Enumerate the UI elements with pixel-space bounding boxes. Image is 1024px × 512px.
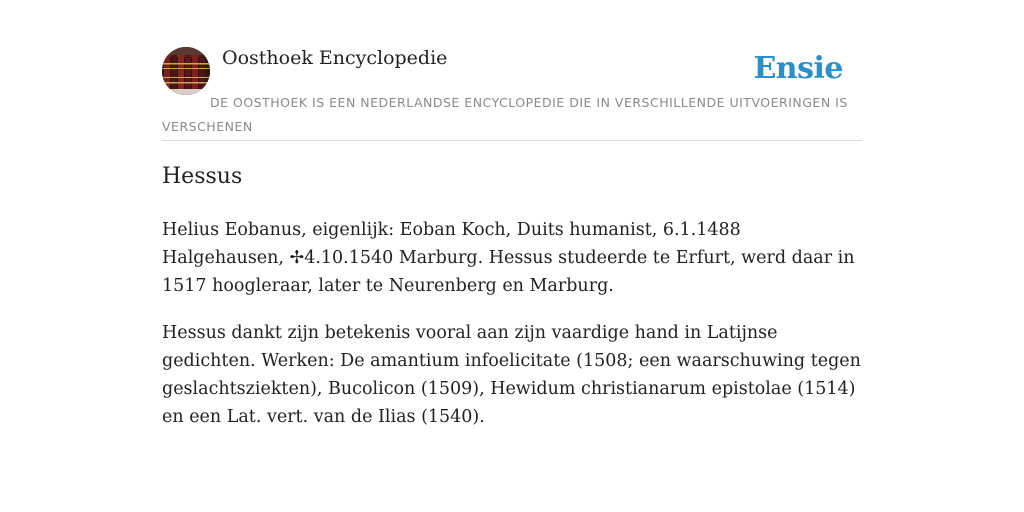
site-name[interactable]: Oosthoek Encyclopedie	[222, 47, 448, 69]
article-paragraph: Hessus dankt zijn betekenis vooral aan zijn vaardige hand in Latijnse gedichten. Werken: De amantium infoelicitate (1508; een waarschuwing tegen geslachtsziekten), Bucolicon (1509), Hewidum christianarum epistolae (1514) en een Lat. vert. van de Ilias (1540).	[162, 323, 861, 427]
article-title: Hessus	[162, 164, 243, 189]
avatar[interactable]	[162, 47, 210, 95]
book-spines-icon	[162, 47, 210, 95]
header	[162, 46, 862, 141]
site-tagline: DE OOSTHOEK IS EEN NEDERLANDSE ENCYCLOPEDIE DIE IN VERSCHILLENDE UITVOERINGEN IS VERSCHENEN	[162, 95, 848, 134]
article-body	[162, 216, 862, 450]
article-paragraph: Helius Eobanus, eigenlijk: Eoban Koch, Duits humanist, 6.1.1488 Halgehausen, ✢4.10.1540 Marburg. Hessus studeerde te Erfurt, werd daar in 1517 hoogleraar, later te Neurenberg en Marburg.	[162, 220, 855, 296]
content-container	[162, 46, 862, 427]
brand-logo[interactable]: Ensie	[753, 51, 843, 86]
